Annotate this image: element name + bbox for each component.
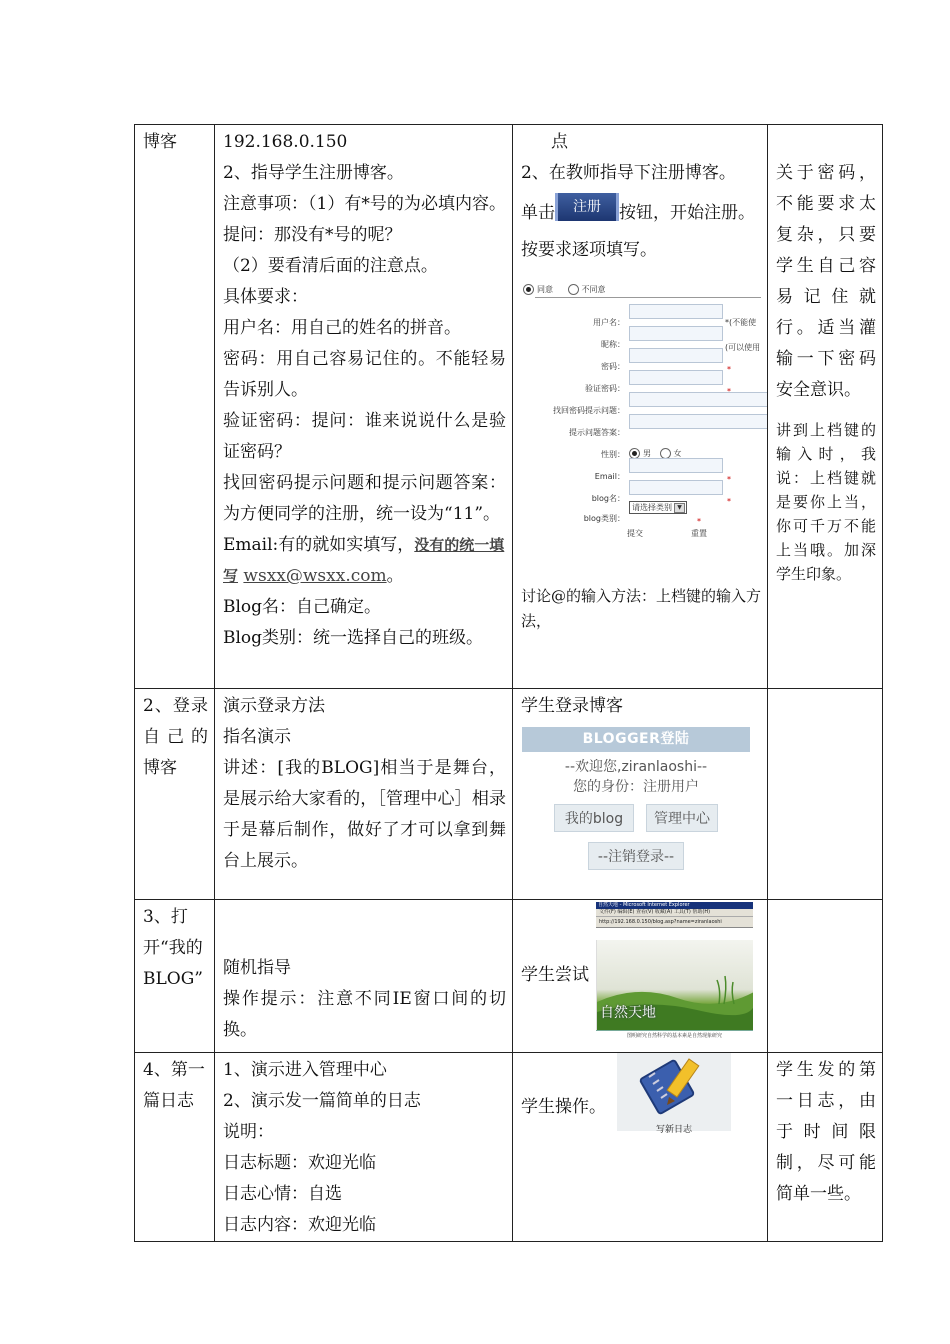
paragraph: 日志标题：欢迎光临	[223, 1153, 376, 1173]
password-field[interactable]	[629, 348, 723, 363]
paragraph: 2、指导学生注册博客。	[223, 163, 404, 183]
form-row-gender	[521, 436, 761, 459]
admin-center-button[interactable]: 管理中心	[646, 804, 718, 832]
lesson-plan-table	[134, 124, 883, 1242]
form-row-nickname	[521, 326, 761, 352]
nickname-field[interactable]	[629, 326, 723, 341]
email-address: wsxx@wsxx.com	[243, 566, 387, 586]
server-address: 192.168.0.150	[223, 132, 348, 152]
step-cell	[135, 900, 215, 1053]
paragraph: Blog名：自己确定。	[223, 597, 382, 617]
teacher-activity-cell	[215, 125, 513, 689]
paragraph: 日志心情：自选	[223, 1184, 342, 1204]
paragraph: 指名演示	[223, 727, 291, 747]
spacer	[596, 928, 753, 940]
required-star: *	[727, 475, 731, 484]
category-select[interactable]	[629, 501, 687, 514]
email-field[interactable]	[629, 458, 723, 473]
window-title: 自然天地 - Microsoft Internet Explorer	[596, 902, 753, 909]
notes-paragraph: 关于密码，不能要求太复杂，只要学生自己容易记住就行。适当灌输一下密码安全意识。	[776, 163, 876, 400]
paragraph: 点	[551, 132, 568, 152]
menu-bar[interactable]: 文件(F) 编辑(E) 查看(V) 收藏(A) 工具(T) 帮助(H)	[596, 909, 753, 917]
answer-field[interactable]	[629, 414, 768, 429]
paragraph: 学生登录博客	[521, 696, 623, 716]
student-activity-cell	[513, 1053, 768, 1242]
paragraph: 讲述：[我的BLOG]相当于是舞台，是展示给大家看的，［管理中心］相录于是幕后制作，做好了才可以拿到舞台上展示。	[223, 758, 506, 871]
field-label: 昵称：	[601, 340, 625, 349]
student-activity-cell	[513, 900, 768, 1053]
paragraph: 日志内容：欢迎光临	[223, 1215, 376, 1235]
paragraph: 具体要求：	[223, 287, 308, 307]
paragraph: 2、在教师指导下注册博客。	[521, 163, 736, 183]
disagree-radio[interactable]	[568, 284, 579, 295]
logout-button[interactable]: --注销登录--	[588, 842, 684, 870]
table-row	[135, 125, 883, 689]
paragraph: （2）要看清后面的注意点。	[223, 256, 438, 276]
paragraph: 密码：用自己容易记住的。不能轻易告诉别人。	[223, 349, 506, 400]
paragraph: 用户名：用自己的姓名的拼音。	[223, 318, 461, 338]
step-label: 3、打开“我的BLOG”	[143, 907, 203, 989]
click-text-end: 按钮，开始注册。	[619, 203, 755, 223]
write-diary-button[interactable]	[617, 1053, 731, 1135]
identity-text: 您的身份：注册用户	[573, 779, 699, 795]
required-star: *	[727, 365, 731, 374]
email-paragraph	[223, 530, 506, 592]
paragraph: 操作提示：注意不同IE窗口间的切换。	[223, 989, 506, 1040]
reset-button[interactable]: 重置	[691, 529, 707, 538]
step-cell	[135, 125, 215, 689]
welcome-text: --欢迎您,ziranlaoshi--	[564, 759, 708, 775]
notes-paragraph: 学生发的第一日志，由于时间限制，尽可能简单一些。	[776, 1060, 876, 1204]
required-star: *	[727, 497, 731, 506]
notes-cell	[768, 125, 883, 689]
step-label: 4、第一篇日志	[143, 1060, 205, 1111]
teacher-activity-cell	[215, 689, 513, 900]
notes-cell	[768, 900, 883, 1053]
form-row-email	[521, 458, 761, 484]
field-note: (可以使用	[725, 343, 761, 352]
submit-button[interactable]: 提交	[627, 529, 643, 538]
paragraph: 说明：	[223, 1122, 274, 1142]
form-row-category	[521, 500, 761, 526]
username-field[interactable]	[629, 304, 723, 319]
step-cell	[135, 1053, 215, 1242]
table-row	[135, 689, 883, 900]
email-end: 。	[386, 566, 404, 586]
teacher-activity-cell	[215, 900, 513, 1053]
paragraph: 找回密码提示问题和提示问题答案：为方便同学的注册，统一设为“11”。	[223, 473, 506, 524]
step-cell	[135, 689, 215, 900]
paragraph: 1、演示进入管理中心	[223, 1060, 387, 1080]
form-row-answer	[521, 414, 761, 437]
field-label: 性别：	[601, 450, 625, 459]
agree-label: 同意	[537, 285, 553, 294]
registration-form	[521, 272, 761, 538]
click-text: 单击	[521, 203, 555, 223]
field-label: 提示问题答案：	[569, 428, 625, 437]
disagree-label: 不同意	[581, 285, 606, 294]
field-label: Email：	[594, 472, 625, 481]
form-row-verify-password	[521, 370, 761, 393]
field-label: blog类别：	[583, 514, 625, 523]
female-label: 女	[673, 449, 682, 458]
field-label: blog名：	[591, 494, 625, 503]
category-select-value: 请选择类别	[632, 503, 672, 512]
paragraph: 学生操作。	[521, 1097, 606, 1117]
notes-paragraph: 讲到上档键的输入时，我说：上档键就是要你上当，你可千万不能上当哦。加深学生印象。	[776, 421, 876, 583]
table-row	[135, 1053, 883, 1242]
my-blog-button[interactable]: 我的blog	[554, 804, 634, 832]
blog-name-field[interactable]	[629, 480, 723, 495]
field-label: 找回密码提示问题：	[553, 406, 625, 415]
paragraph: 验证密码：提问：谁来说说什么是验证密码？	[223, 411, 506, 462]
handwritten-note: 没有的统一填写	[223, 536, 505, 585]
diary-caption: 写新日志	[655, 1125, 692, 1135]
field-note: *(不能使	[725, 318, 757, 327]
male-label: 男	[643, 449, 651, 458]
paragraph: 注意事项：（1）有*号的为必填内容。提问：那没有*号的呢？	[223, 194, 506, 245]
verify-password-field[interactable]	[629, 370, 723, 385]
diary-notebook-icon	[617, 1053, 731, 1115]
chevron-down-icon[interactable]: ▼	[674, 503, 685, 513]
ie-browser-window	[596, 902, 753, 1042]
student-activity-cell	[513, 125, 768, 689]
step-label: 2、登录自己的博客	[143, 696, 208, 778]
paragraph: 学生尝试	[521, 965, 589, 985]
teacher-activity-cell	[215, 1053, 513, 1242]
address-bar[interactable]: http://192.168.0.150/blog.asp?name=ziranlaoshi	[596, 917, 753, 928]
paragraph: 讨论@的输入方法：上档键的输入方法，	[521, 587, 762, 630]
site-title: 自然天地	[600, 1005, 656, 1021]
form-actions	[521, 516, 761, 538]
step-label: 博客	[143, 132, 177, 152]
paragraph: 演示登录方法	[223, 696, 325, 716]
site-footer-text: 图明研究自然科学的基本素是自然现象研究	[596, 1030, 753, 1041]
email-text: Email:有的就如实填写，	[223, 535, 415, 555]
field-label: 密码：	[601, 362, 625, 371]
form-row-password	[521, 348, 761, 374]
student-activity-cell	[513, 689, 768, 900]
agree-group	[523, 274, 606, 305]
agree-radio[interactable]	[523, 284, 534, 295]
form-row-username	[521, 304, 761, 327]
table-row	[135, 900, 883, 1053]
click-instruction	[521, 191, 761, 235]
divider	[535, 297, 761, 298]
form-row-blogname	[521, 480, 761, 506]
blogger-header: BLOGGER登陆	[522, 727, 750, 752]
paragraph: 按要求逐项填写。	[521, 240, 657, 260]
form-row-question	[521, 392, 761, 415]
question-field[interactable]	[629, 392, 768, 407]
paragraph: 随机指导	[223, 958, 291, 978]
required-star: *	[697, 517, 701, 526]
field-label: 验证密码：	[585, 384, 625, 393]
site-banner-image	[596, 940, 753, 1030]
paragraph: 2、演示发一篇简单的日志	[223, 1091, 421, 1111]
paragraph: Blog类别：统一选择自己的班级。	[223, 628, 484, 648]
register-button[interactable]: 注册	[555, 193, 619, 221]
notes-cell	[768, 689, 883, 900]
field-label: 用户名：	[593, 318, 625, 327]
notes-cell	[768, 1053, 883, 1242]
blogger-login-panel	[521, 724, 751, 874]
